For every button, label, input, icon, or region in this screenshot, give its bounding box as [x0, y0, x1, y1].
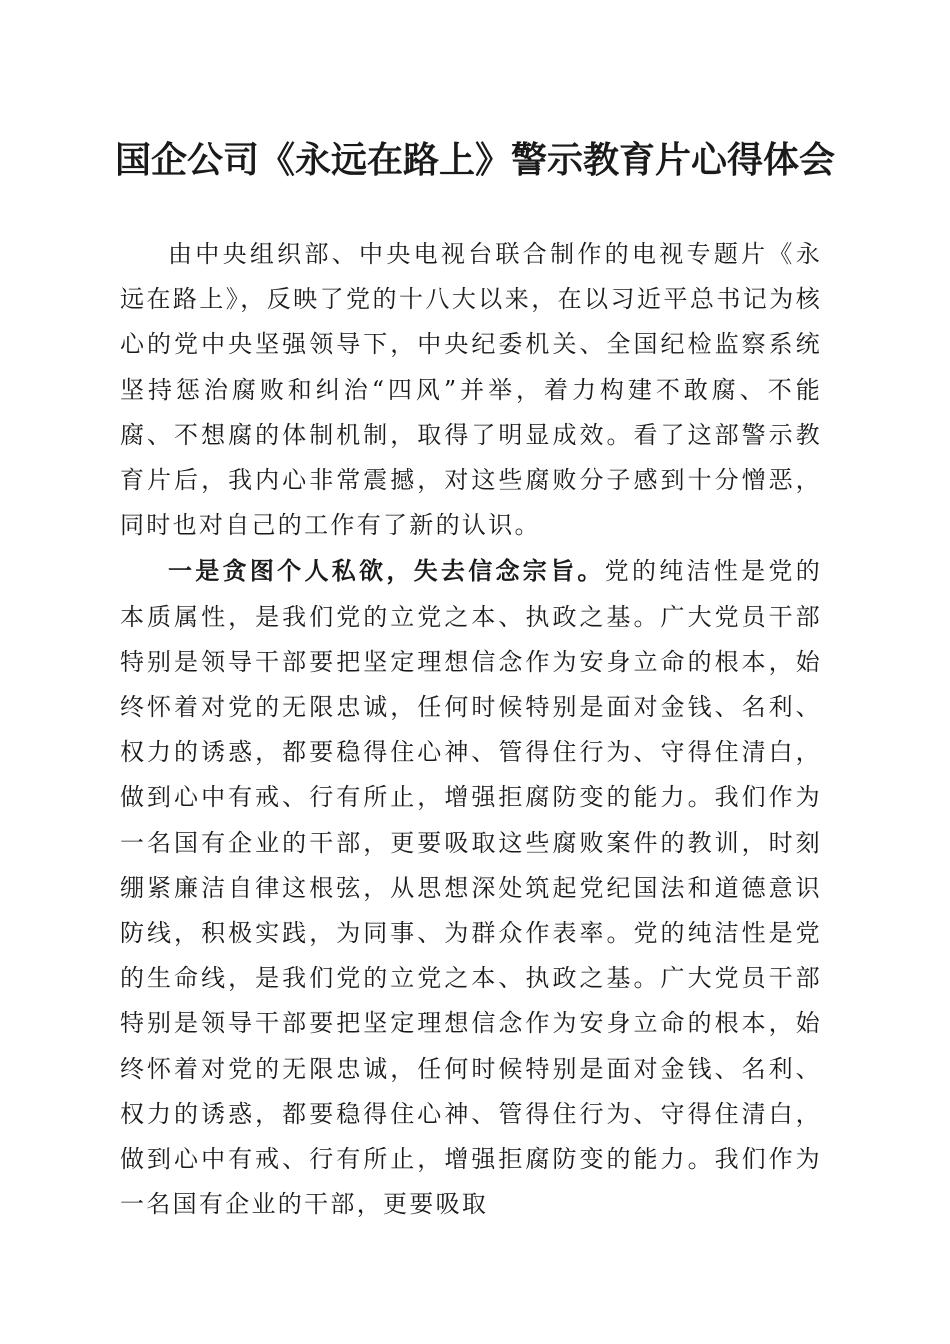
paragraph-intro: [120, 232, 822, 548]
paragraph-point-one-lead: 一是贪图个人私欲，失去信念宗旨。: [168, 556, 605, 586]
paragraph-point-one-text: 党的纯洁性是党的本质属性，是我们党的立党之本、执政之基。广大党员干部特别是领导干部要把坚定理想信念作为安身立命的根本，始终怀着对党的无限忠诚，任何时候特别是面对金钱、名利、权力的诱惑，都要稳得住心神、管得住行为、守得住清白，做到心中有戒、行有所止，增强拒腐防变的能力。我们作为一名国有企业的干部，更要吸取这些腐败案件的教训，时刻绷紧廉洁自律这根弦，从思想深处筑起党纪国法和道德意识防线，积极实践，为同事、为群众作表率。党的纯洁性是党的生命线，是我们党的立党之本、执政之基。广大党员干部特别是领导干部要把坚定理想信念作为安身立命的根本，始终怀着对党的无限忠诚，任何时候特别是面对金钱、名利、权力的诱惑，都要稳得住心神、管得住行为、守得住清白，做到心中有戒、行有所止，增强拒腐防变的能力。我们作为一名国有企业的干部，更要吸取: [120, 557, 822, 1219]
document-title: 国企公司《永远在路上》警示教育片心得体会: [114, 139, 835, 181]
paragraph-intro-text: 由中央组织部、中央电视台联合制作的电视专题片《永远在路上》，反映了党的十八大以来，在以习近平总书记为核心的党中央坚强领导下，中央纪委机关、全国纪检监察系统坚持惩治腐败和纠治“四风”并举，着力构建不敢腐、不能腐、不想腐的体制机制，取得了明显成效。看了这部警示教育片后，我内心非常震撼，对这些腐败分子感到十分憎恶，同时也对自己的工作有了新的认识。: [120, 240, 822, 540]
paragraph-point-one: [120, 548, 822, 1227]
document-body: [120, 232, 822, 1227]
